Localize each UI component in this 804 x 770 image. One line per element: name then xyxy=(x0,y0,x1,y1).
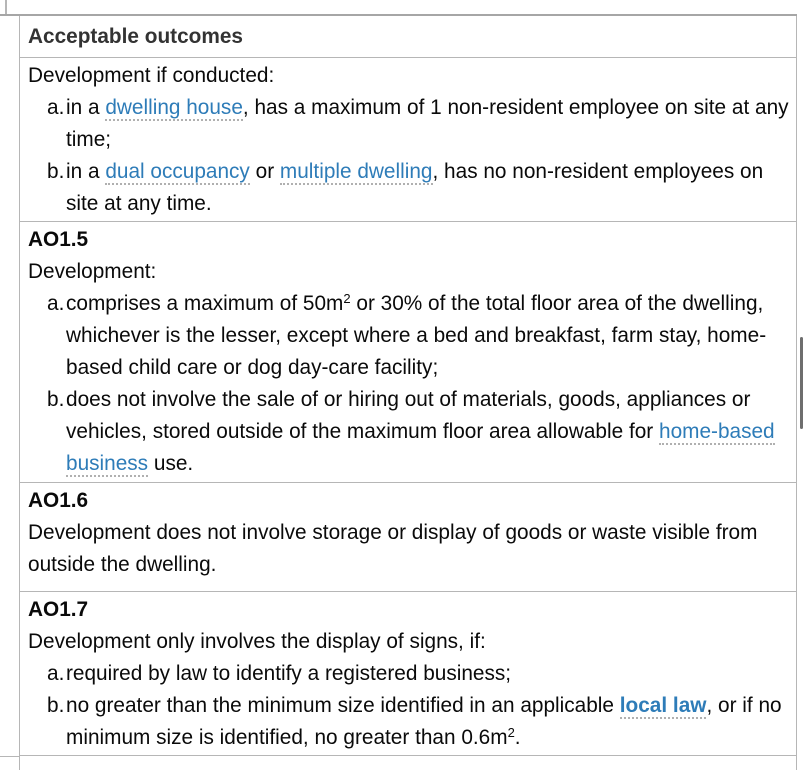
adjacent-column-sliver xyxy=(0,16,20,770)
list-marker: b. xyxy=(47,160,65,183)
list-item-text xyxy=(66,288,796,384)
text-run: , has a maximum of 1 non-resident employee on site at any time; xyxy=(66,96,789,151)
list-item xyxy=(47,288,796,384)
paragraph xyxy=(28,626,796,658)
paragraph xyxy=(28,60,796,92)
ao-code-label: AO1.5 xyxy=(28,228,89,251)
list-item-text xyxy=(66,384,796,480)
text-run: Development only involves the display of signs, if: xyxy=(28,630,486,653)
list-item-text xyxy=(66,156,796,220)
text-run: Development: xyxy=(28,260,157,283)
list-item xyxy=(47,658,796,690)
table-row xyxy=(20,58,796,222)
glossary-link-dwelling-house[interactable]: dwelling house xyxy=(105,96,243,119)
text-run: use. xyxy=(148,452,194,475)
list-marker: a. xyxy=(47,662,65,685)
glossary-link-local-law[interactable]: local law xyxy=(619,694,707,717)
table-outline-fragment xyxy=(5,0,7,15)
text-run: does not involve the sale of or hiring out of materials, goods, appliances or vehicles, stored outside of the maximum floor area allowable for xyxy=(66,388,751,443)
text-run: or 30% of the total floor area of the dwelling, whichever is the lesser, except where a bed and breakfast, farm stay, home-based child care or dog day-care facility; xyxy=(66,292,767,379)
table-row xyxy=(20,592,796,756)
column-header-acceptable-outcomes: Acceptable outcomes xyxy=(20,16,796,58)
text-run: , or if no minimum size is identified, no greater than 0.6m xyxy=(66,694,782,749)
list-item-text xyxy=(66,92,796,156)
list-marker: a. xyxy=(47,292,65,315)
text-run: no greater than the minimum size identified in an applicable xyxy=(66,694,620,717)
list-marker: b. xyxy=(47,388,65,411)
list-item xyxy=(47,156,796,220)
glossary-link-dual-occupancy[interactable]: dual occupancy xyxy=(105,160,250,183)
list-item-text xyxy=(66,658,796,690)
superscript: 2 xyxy=(343,291,351,306)
list-marker: b. xyxy=(47,694,65,717)
scrollbar-thumb[interactable] xyxy=(800,337,803,429)
text-run: or xyxy=(249,160,280,183)
adjacent-column-cell xyxy=(0,16,19,757)
text-run: required by law to identify a registered business; xyxy=(66,662,512,685)
glossary-link-multiple-dwelling[interactable]: multiple dwelling xyxy=(279,160,433,183)
list-item xyxy=(47,690,796,754)
outcomes-table xyxy=(0,14,797,770)
text-run: in a xyxy=(66,96,106,119)
text-run: in a xyxy=(66,160,106,183)
paragraph xyxy=(28,517,796,581)
list-item xyxy=(47,92,796,156)
ao-code-label: AO1.6 xyxy=(28,489,89,512)
list-item-text xyxy=(66,690,796,754)
text-run: Development if conducted: xyxy=(28,64,275,87)
table-row xyxy=(20,222,796,483)
text-run: , has no non-resident employees on site at any time. xyxy=(66,160,764,215)
list-marker: a. xyxy=(47,96,65,119)
table-row xyxy=(20,483,796,592)
text-run: Development does not involve storage or display of goods or waste visible from outside the dwelling. xyxy=(28,521,758,576)
text-run: comprises a maximum of 50m xyxy=(66,292,344,315)
superscript: 2 xyxy=(507,725,515,740)
glossary-link-home-based-business[interactable]: home-based business xyxy=(66,420,775,475)
list-item xyxy=(47,384,796,480)
text-run: . xyxy=(514,726,521,749)
acceptable-outcomes-column xyxy=(20,16,797,770)
paragraph xyxy=(28,256,796,288)
ao-code-label: AO1.7 xyxy=(28,598,89,621)
